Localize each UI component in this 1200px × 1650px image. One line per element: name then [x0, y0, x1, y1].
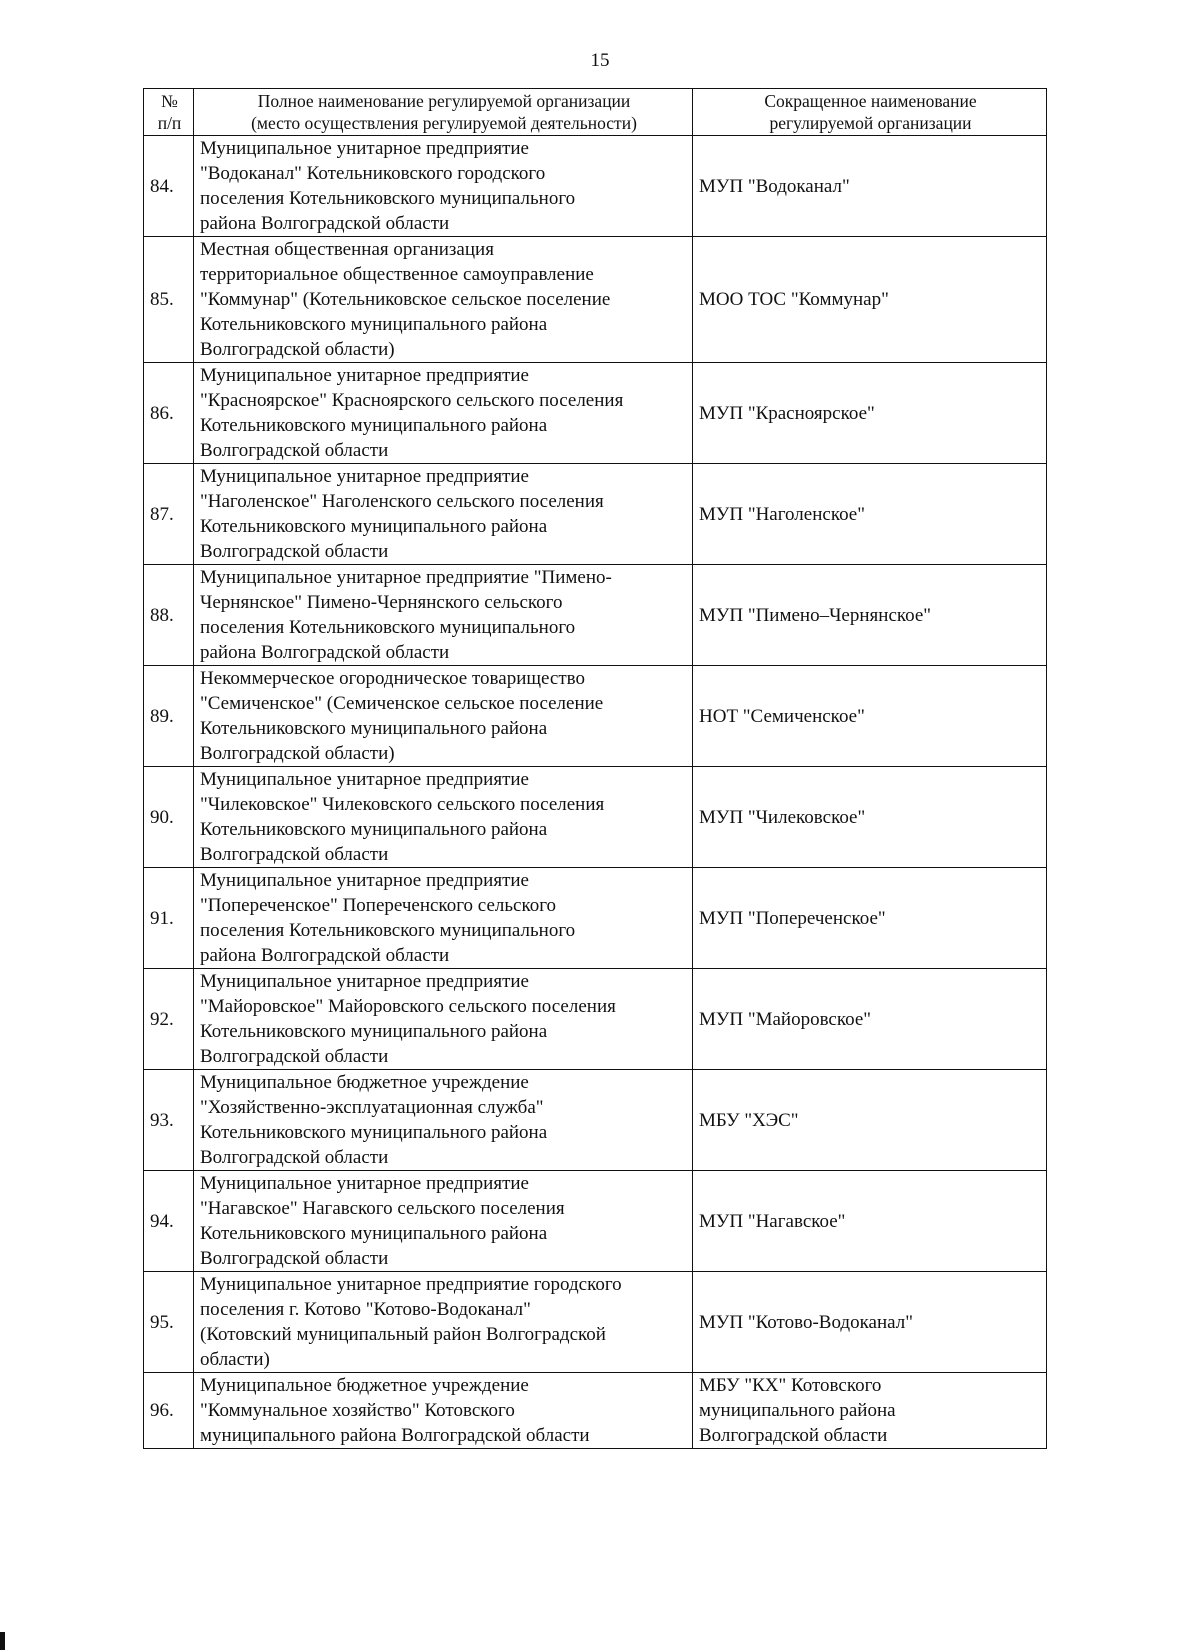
full-name-cell: Муниципальное унитарное предприятие "Нагавское" Нагавского сельского поселения Котельниковского муниципального района Волгоградской области [194, 1171, 693, 1272]
table-row [144, 464, 1047, 565]
table-row [144, 565, 1047, 666]
short-name-cell: МУП "Майоровское" [693, 969, 1047, 1070]
short-name-cell: МУП "Нагавское" [693, 1171, 1047, 1272]
short-name-cell: МУП "Попереченское" [693, 868, 1047, 969]
table-row [144, 1070, 1047, 1171]
row-number: 95. [144, 1272, 194, 1373]
table-row [144, 136, 1047, 237]
short-name-cell: МУП "Водоканал" [693, 136, 1047, 237]
table-row [144, 237, 1047, 363]
row-number: 84. [144, 136, 194, 237]
full-name-cell: Муниципальное унитарное предприятие "Попереченское" Попереченского сельского поселения Котельниковского муниципального района Волгоградской области [194, 868, 693, 969]
row-number: 85. [144, 237, 194, 363]
short-name-cell: НОТ "Семиченское" [693, 666, 1047, 767]
short-name-cell: МУП "Наголенское" [693, 464, 1047, 565]
row-number: 93. [144, 1070, 194, 1171]
table-row [144, 1373, 1047, 1449]
full-name-cell: Муниципальное бюджетное учреждение "Хозяйственно-эксплуатационная служба" Котельниковского муниципального района Волгоградской области [194, 1070, 693, 1171]
short-name-cell: МУП "Пимено–Чернянское" [693, 565, 1047, 666]
table-row [144, 1171, 1047, 1272]
table-row [144, 1272, 1047, 1373]
short-name-cell: МОО ТОС "Коммунар" [693, 237, 1047, 363]
table-row [144, 363, 1047, 464]
full-name-cell: Муниципальное унитарное предприятие "Майоровское" Майоровского сельского поселения Котельниковского муниципального района Волгоградской области [194, 969, 693, 1070]
short-name-cell: МУП "Котово-Водоканал" [693, 1272, 1047, 1373]
short-name-cell: МБУ "КХ" Котовского муниципального района Волгоградской области [693, 1373, 1047, 1449]
short-name-cell: МБУ "ХЭС" [693, 1070, 1047, 1171]
full-name-cell: Муниципальное унитарное предприятие "Пимено- Чернянское" Пимено-Чернянского сельского поселения Котельниковского муниципального района Волгоградской области [194, 565, 693, 666]
column-header-short-name: Сокращенное наименование регулируемой организации [693, 89, 1047, 136]
table-header-row [144, 89, 1047, 136]
full-name-cell: Муниципальное бюджетное учреждение "Коммунальное хозяйство" Котовского муниципального района Волгоградской области [194, 1373, 693, 1449]
scan-margin-mark [0, 1632, 5, 1650]
column-header-full-name: Полное наименование регулируемой организации (место осуществления регулируемой деятельности) [194, 89, 693, 136]
column-header-number: № п/п [144, 89, 194, 136]
full-name-cell: Муниципальное унитарное предприятие "Красноярское" Красноярского сельского поселения Котельниковского муниципального района Волгоградской области [194, 363, 693, 464]
row-number: 89. [144, 666, 194, 767]
full-name-cell: Муниципальное унитарное предприятие "Наголенское" Наголенского сельского поселения Котельниковского муниципального района Волгоградской области [194, 464, 693, 565]
row-number: 92. [144, 969, 194, 1070]
row-number: 86. [144, 363, 194, 464]
row-number: 90. [144, 767, 194, 868]
short-name-cell: МУП "Чилековское" [693, 767, 1047, 868]
row-number: 91. [144, 868, 194, 969]
row-number: 94. [144, 1171, 194, 1272]
short-name-cell: МУП "Красноярское" [693, 363, 1047, 464]
full-name-cell: Муниципальное унитарное предприятие городского поселения г. Котово "Котово-Водоканал" (Котовский муниципальный район Волгоградской области) [194, 1272, 693, 1373]
table-row [144, 767, 1047, 868]
row-number: 88. [144, 565, 194, 666]
table-row [144, 969, 1047, 1070]
table-row [144, 868, 1047, 969]
row-number: 87. [144, 464, 194, 565]
page-number: 15 [590, 50, 610, 71]
full-name-cell: Некоммерческое огородническое товарищество "Семиченское" (Семиченское сельское поселение Котельниковского муниципального района Волгоградской области) [194, 666, 693, 767]
regulated-organizations-table [143, 88, 1047, 1449]
full-name-cell: Муниципальное унитарное предприятие "Чилековское" Чилековского сельского поселения Котельниковского муниципального района Волгоградской области [194, 767, 693, 868]
table-row [144, 666, 1047, 767]
full-name-cell: Муниципальное унитарное предприятие "Водоканал" Котельниковского городского поселения Котельниковского муниципального района Волгоградской области [194, 136, 693, 237]
full-name-cell: Местная общественная организация территориальное общественное самоуправление "Коммунар" (Котельниковское сельское поселение Котельниковского муниципального района Волгоградской области) [194, 237, 693, 363]
row-number: 96. [144, 1373, 194, 1449]
